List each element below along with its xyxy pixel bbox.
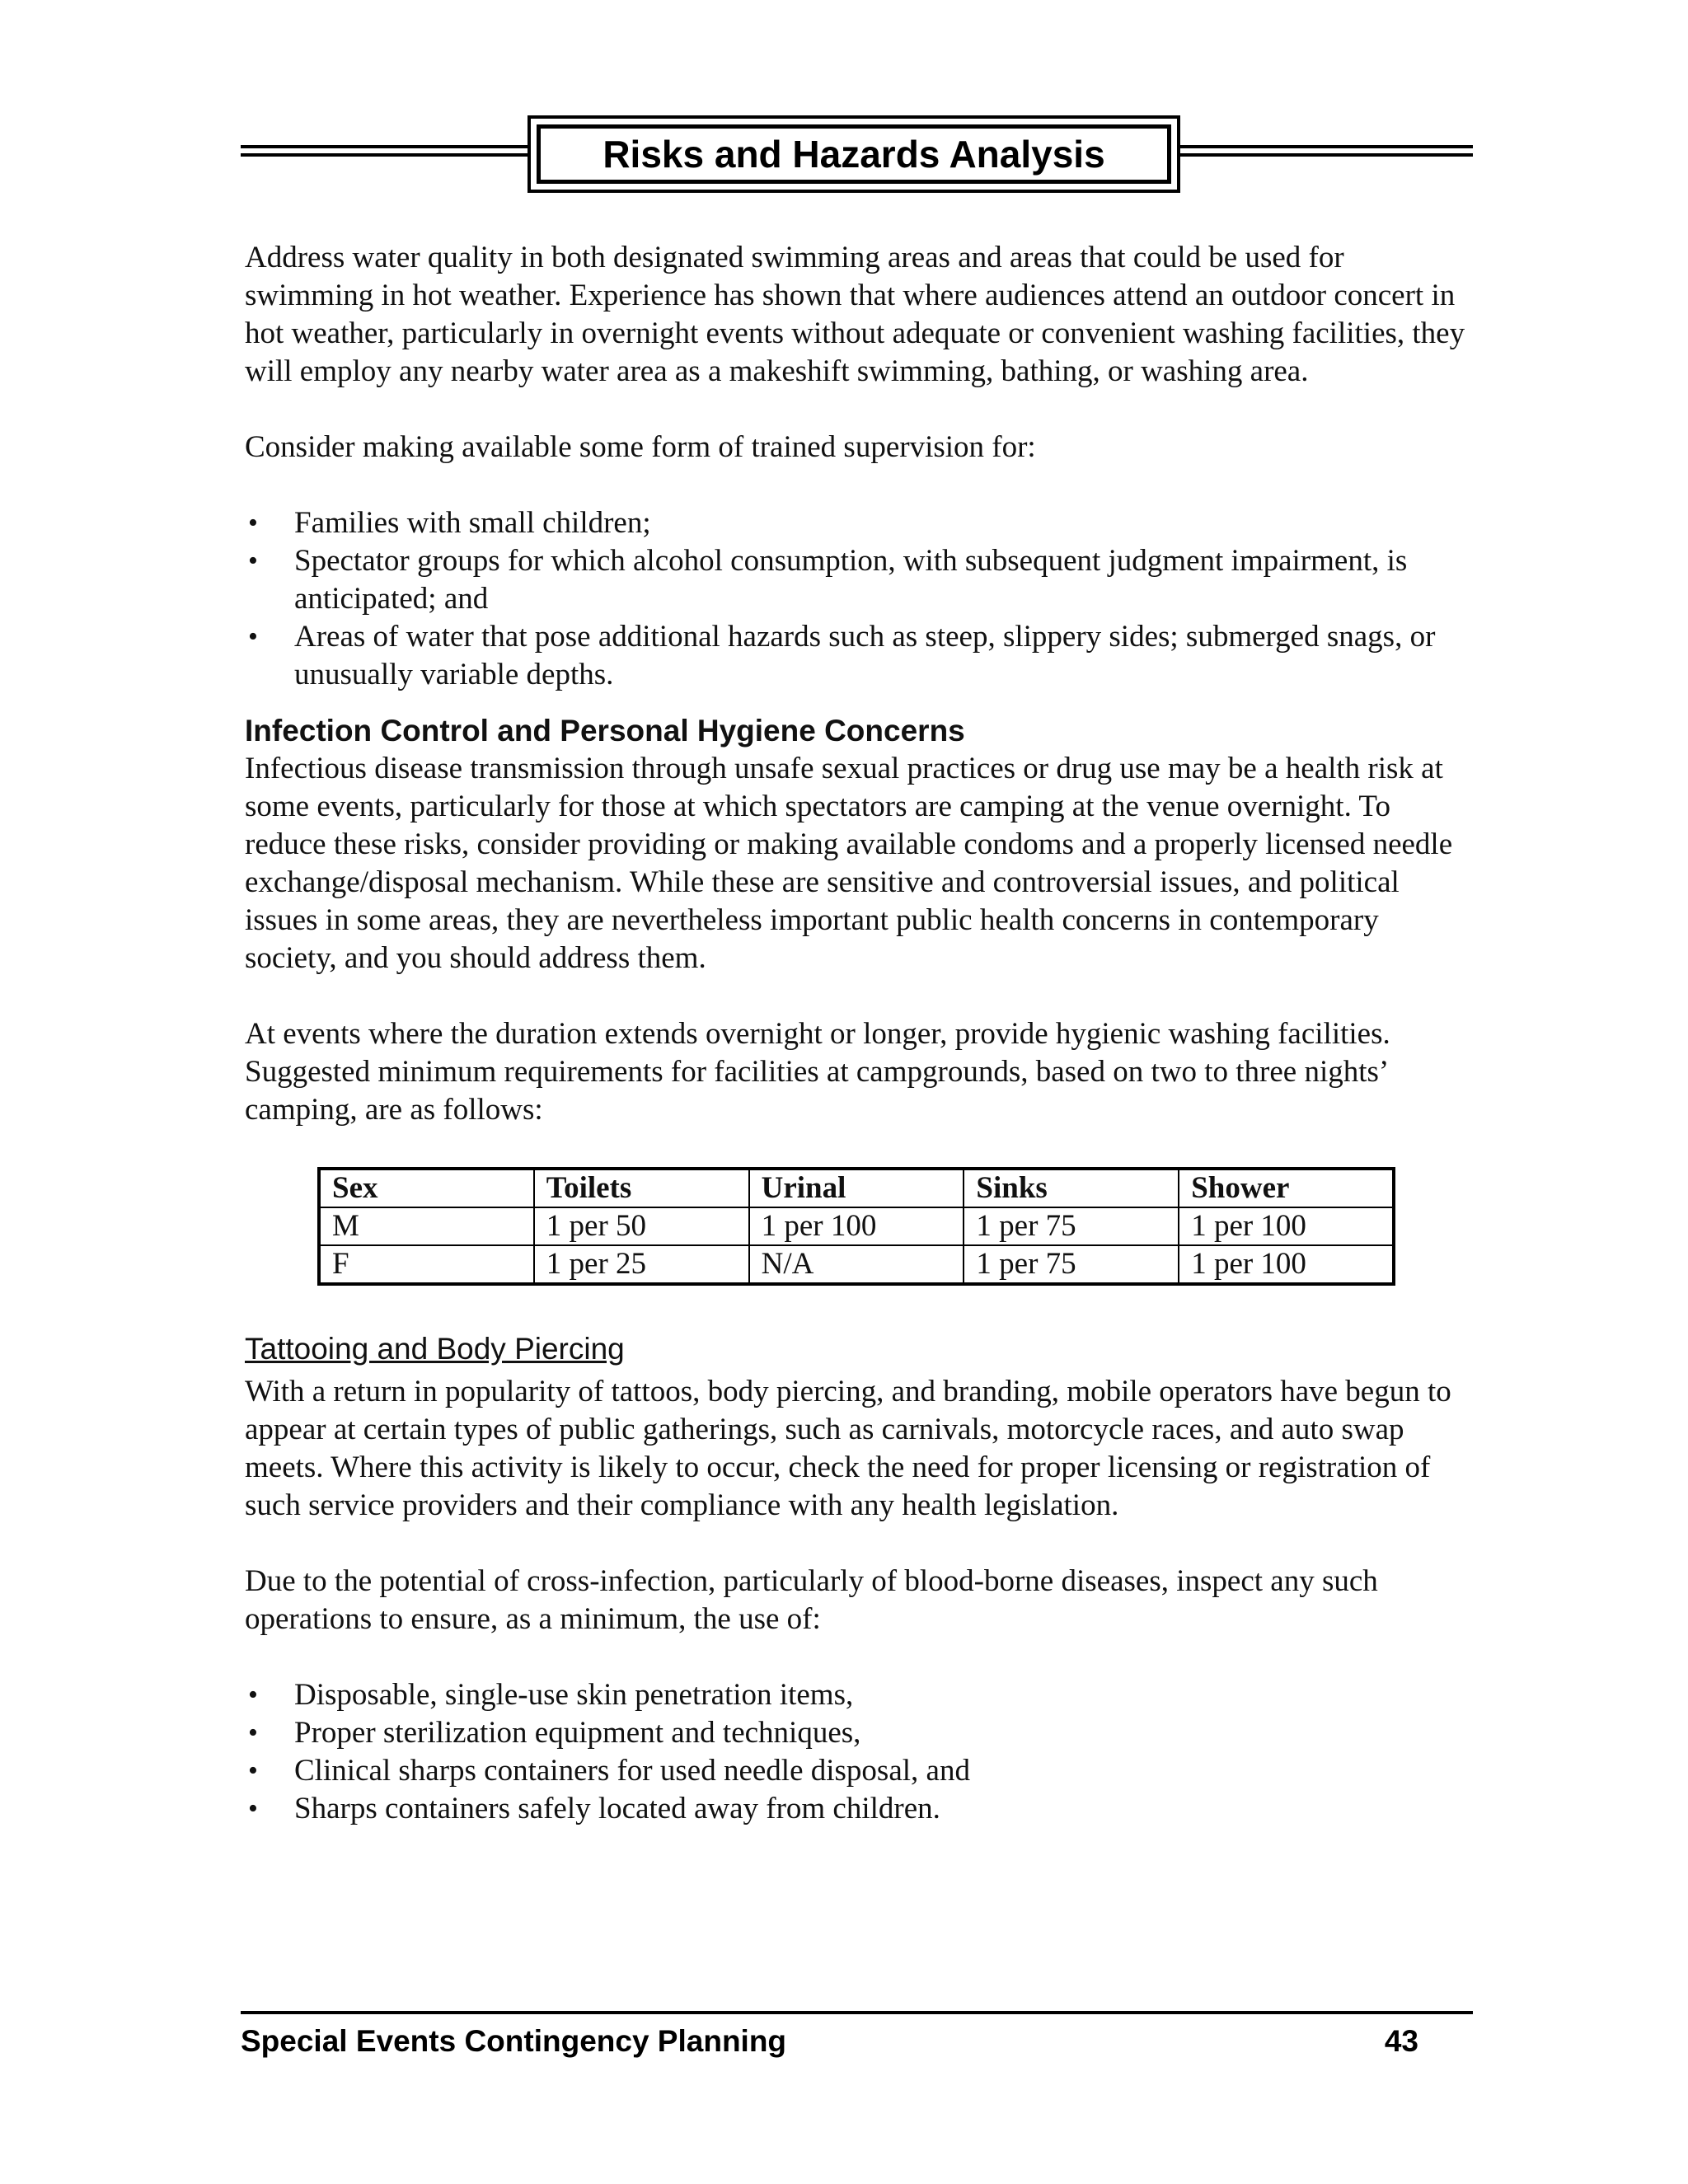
footer-row bbox=[241, 2024, 1473, 2059]
tattoo-paragraph-2: Due to the potential of cross-infection, particularly of blood-borne diseases, inspect any such operations to ensure, as a minimum, the use of: bbox=[245, 1564, 1378, 1636]
table-cell: 1 per 75 bbox=[964, 1245, 1179, 1284]
page-footer bbox=[241, 2011, 1473, 2059]
table-header-row bbox=[319, 1169, 1394, 1207]
table-cell: 1 per 100 bbox=[1179, 1207, 1394, 1245]
column-header: Sex bbox=[319, 1169, 534, 1207]
infection-paragraph-1: Infectious disease transmission through unsafe sexual practices or drug use may be a health risk at some events, particularly for those at which spectators are camping at the venue overnight. To reduce these risks, consider providing or making available condoms and a properly licensed needle exchange/disposal mechanism. While these are sensitive and controversial issues, and political issues in some areas, they are nevertheless important public health concerns in contemporary society, and you should address them. bbox=[245, 752, 1453, 975]
intro-paragraph-2: Consider making available some form of trained supervision for: bbox=[245, 430, 1036, 464]
list-item: • Families with small children; bbox=[245, 504, 1473, 542]
table-row bbox=[319, 1207, 1394, 1245]
table-cell: 1 per 100 bbox=[1179, 1245, 1394, 1284]
column-header: Urinal bbox=[749, 1169, 964, 1207]
title-box bbox=[528, 115, 1180, 193]
tattoo-paragraph-1: With a return in popularity of tattoos, body piercing, and branding, mobile operators have begun to appear at certain types of public gatherings, such as carnivals, motorcycle races, and auto swap meets. Where this activity is likely to occur, check the need for proper licensing or registration of such service providers and their compliance with any health legislation. bbox=[245, 1375, 1451, 1522]
table-row bbox=[319, 1245, 1394, 1284]
section-heading-tattoo: Tattooing and Body Piercing bbox=[245, 1332, 625, 1366]
table-cell: M bbox=[319, 1207, 534, 1245]
header-rule-left bbox=[241, 145, 529, 157]
infection-paragraph-2: At events where the duration extends overnight or longer, provide hygienic washing facilities. Suggested minimum requirements for facilities at campgrounds, based on two to three nights’ camping, are as follows: bbox=[245, 1017, 1390, 1127]
page-title: Risks and Hazards Analysis bbox=[603, 133, 1105, 176]
table-cell: N/A bbox=[749, 1245, 964, 1284]
footer-rule bbox=[241, 2011, 1473, 2014]
column-header: Toilets bbox=[534, 1169, 749, 1207]
footer-publication-title: Special Events Contingency Planning bbox=[241, 2024, 787, 2058]
section-heading-infection: Infection Control and Personal Hygiene Concerns bbox=[245, 714, 965, 748]
table-cell: 1 per 25 bbox=[534, 1245, 749, 1284]
table-cell: F bbox=[319, 1245, 534, 1284]
list-item: • Proper sterilization equipment and techniques, bbox=[245, 1714, 1473, 1752]
page-header bbox=[241, 115, 1473, 198]
list-item: • Sharps containers safely located away from children. bbox=[245, 1790, 1473, 1828]
column-header: Sinks bbox=[964, 1169, 1179, 1207]
column-header: Shower bbox=[1179, 1169, 1394, 1207]
intro-paragraph-1: Address water quality in both designated swimming areas and areas that could be used for swimming in hot weather. Experience has shown that where audiences attend an outdoor concert in hot weather, particularly in overnight events without adequate or convenient washing facilities, they will employ any nearby water area as a makeshift swimming, bathing, or washing area. bbox=[245, 241, 1465, 388]
header-rule-right bbox=[1180, 145, 1473, 157]
tattoo-requirements-list bbox=[245, 1676, 1473, 1828]
main-content bbox=[245, 239, 1473, 1828]
table-cell: 1 per 100 bbox=[749, 1207, 964, 1245]
page-number: 43 bbox=[1384, 2024, 1418, 2058]
list-item: • Areas of water that pose additional hazards such as steep, slippery sides; submerged snags, or unusually variable depths. bbox=[245, 618, 1473, 694]
list-item: • Spectator groups for which alcohol consumption, with subsequent judgment impairment, is anticipated; and bbox=[245, 542, 1473, 618]
facilities-table bbox=[317, 1167, 1395, 1286]
supervision-list bbox=[245, 504, 1473, 694]
table-cell: 1 per 75 bbox=[964, 1207, 1179, 1245]
list-item: • Clinical sharps containers for used needle disposal, and bbox=[245, 1752, 1473, 1790]
title-box-inner bbox=[537, 124, 1171, 184]
list-item: • Disposable, single-use skin penetration items, bbox=[245, 1676, 1473, 1714]
table-cell: 1 per 50 bbox=[534, 1207, 749, 1245]
